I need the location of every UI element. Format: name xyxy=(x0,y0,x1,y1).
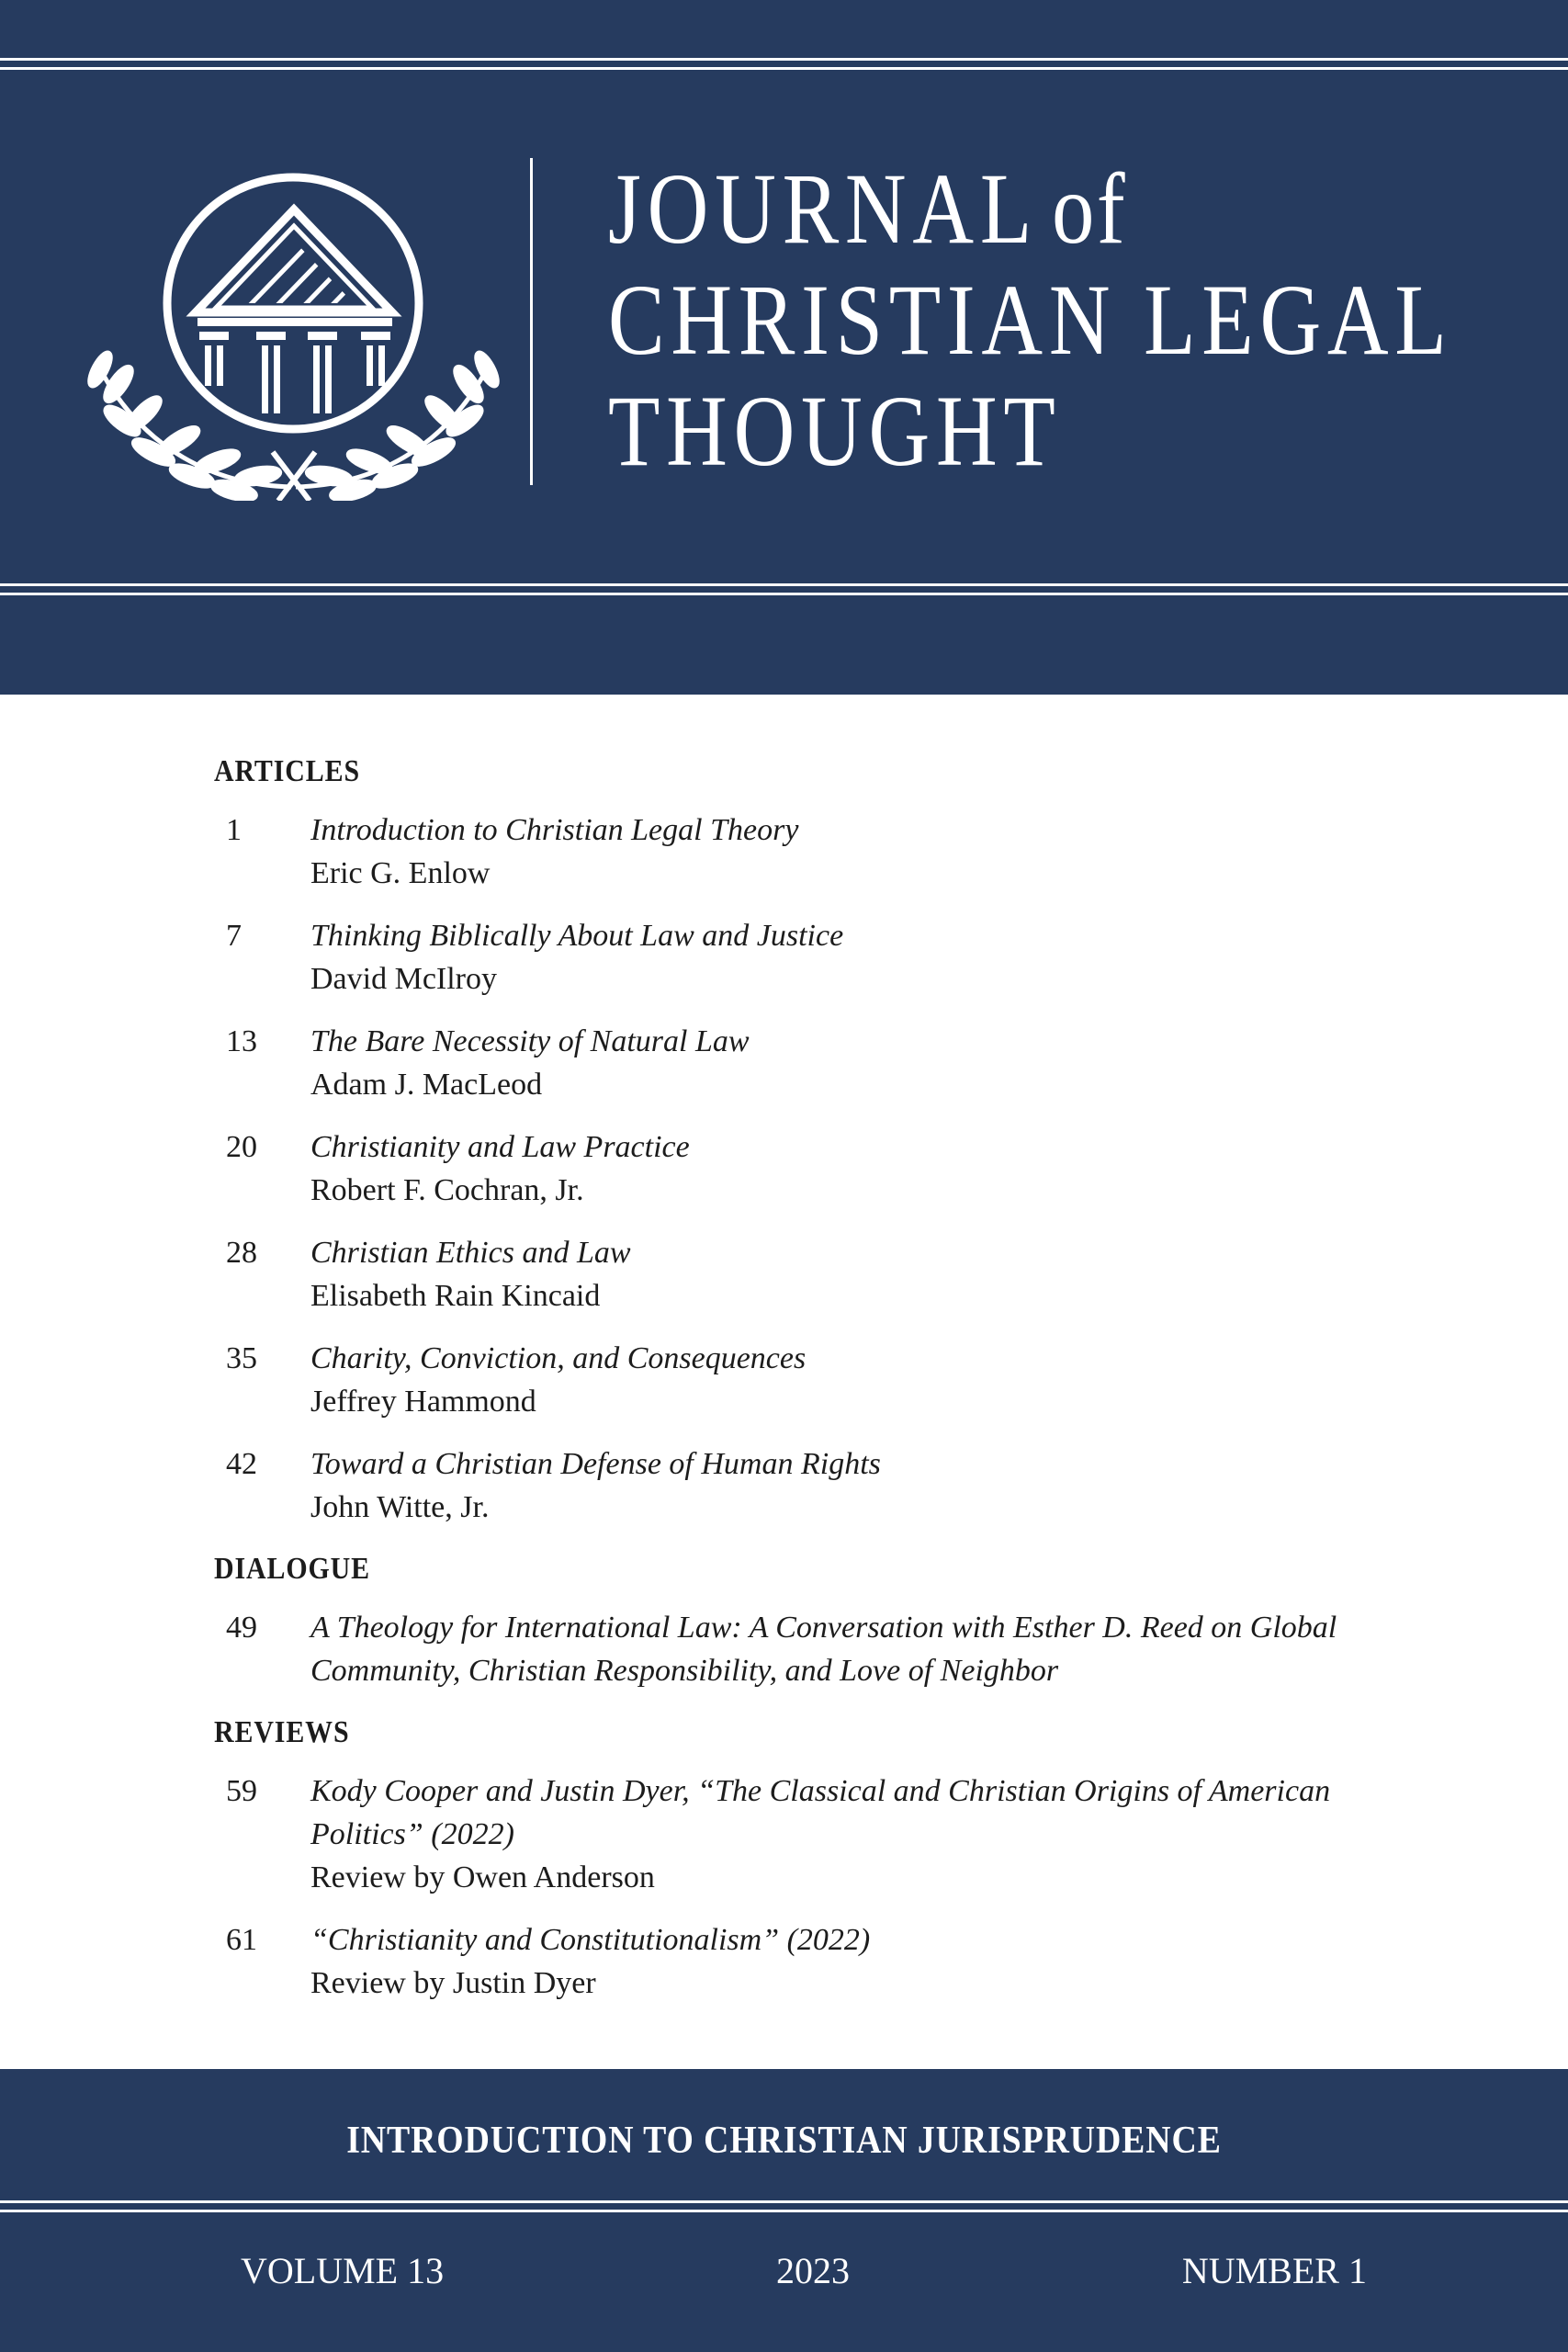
banner-double-rule xyxy=(0,2200,1568,2212)
page-number: 13 xyxy=(226,1024,257,1058)
toc-entry xyxy=(214,1918,1568,2005)
entry-author: John Witte, Jr. xyxy=(310,1490,490,1524)
entry-text xyxy=(310,1125,1468,1212)
toc-entry xyxy=(214,1606,1568,1692)
page-number: 42 xyxy=(226,1447,257,1481)
toc-entry xyxy=(214,1337,1568,1423)
toc-entry xyxy=(214,808,1568,895)
entry-title: Christian Ethics and Law xyxy=(310,1236,631,1270)
section-heading: DIALOGUE xyxy=(214,1552,370,1586)
rule-line xyxy=(0,2210,1568,2212)
issue-theme-title: INTRODUCTION TO CHRISTIAN JURISPRUDENCE xyxy=(346,2120,1222,2162)
toc-entry xyxy=(214,914,1568,1001)
masthead-divider xyxy=(530,158,533,485)
toc-section-dialogue xyxy=(214,1551,1568,1692)
entry-text xyxy=(310,1020,1468,1106)
toc-section-articles xyxy=(214,753,1568,1529)
journal-title-line3: THOUGHT xyxy=(608,375,1062,487)
toc-entry xyxy=(214,1231,1568,1317)
entry-title: “Christianity and Constitutionalism” (2022) xyxy=(310,1923,871,1957)
rule-line xyxy=(0,583,1568,586)
temple-icon xyxy=(196,209,446,413)
page-number: 49 xyxy=(226,1611,257,1645)
entry-author: David McIlroy xyxy=(310,962,498,996)
entry-title: Kody Cooper and Justin Dyer, “The Classical and Christian Origins of American xyxy=(310,1774,1331,1808)
entry-text xyxy=(310,1770,1468,1899)
page-number: 28 xyxy=(226,1236,257,1270)
entry-text xyxy=(310,1606,1468,1692)
entry-text xyxy=(310,914,1468,1001)
toc-entry xyxy=(214,1125,1568,1212)
year-label: 2023 xyxy=(775,2250,850,2291)
entry-author: Adam J. MacLeod xyxy=(310,1068,543,1102)
page-number: 61 xyxy=(226,1923,257,1957)
masthead xyxy=(0,0,1568,695)
entry-author: Elisabeth Rain Kincaid xyxy=(310,1279,601,1313)
page-number: 20 xyxy=(226,1130,257,1164)
entry-author: Review by Justin Dyer xyxy=(310,1966,596,2000)
rule-line xyxy=(0,2200,1568,2203)
entry-title: Politics” (2022) xyxy=(310,1817,514,1851)
entry-author: Jeffrey Hammond xyxy=(310,1385,536,1419)
issue-info-row xyxy=(241,2249,1367,2293)
entry-title: Community, Christian Responsibility, and Love of Neighbor xyxy=(310,1654,1059,1688)
number-label: NUMBER 1 xyxy=(1181,2250,1367,2291)
entry-text xyxy=(310,1231,1468,1317)
entry-title: Introduction to Christian Legal Theory xyxy=(310,813,799,847)
toc-section-reviews xyxy=(214,1714,1568,2005)
entry-title: Toward a Christian Defense of Human Rights xyxy=(310,1447,881,1481)
rule-line xyxy=(0,58,1568,61)
masthead-bottom-double-rule xyxy=(0,583,1568,595)
journal-title-word: JOURNAL xyxy=(608,153,1038,265)
entry-author: Robert F. Cochran, Jr. xyxy=(310,1173,584,1207)
entry-title: The Bare Necessity of Natural Law xyxy=(310,1024,750,1058)
section-heading: REVIEWS xyxy=(214,1715,350,1749)
volume-label: VOLUME 13 xyxy=(241,2250,445,2291)
page-number: 1 xyxy=(226,813,242,847)
entry-title: Christianity and Law Practice xyxy=(310,1130,690,1164)
entry-text xyxy=(310,1337,1468,1423)
journal-title-of: of xyxy=(1052,153,1128,265)
entry-title: A Theology for International Law: A Conversation with Esther D. Reed on Global xyxy=(310,1611,1337,1645)
journal-logo xyxy=(78,138,514,501)
journal-title xyxy=(608,153,1452,487)
entry-title: Charity, Conviction, and Consequences xyxy=(310,1341,807,1375)
toc-entry xyxy=(214,1020,1568,1106)
cover-banner xyxy=(0,2069,1568,2352)
entry-title: Thinking Biblically About Law and Justice xyxy=(310,919,844,953)
rule-line xyxy=(0,67,1568,70)
entry-text xyxy=(310,1442,1468,1529)
journal-title-line1 xyxy=(608,153,1452,265)
page-number: 59 xyxy=(226,1774,257,1808)
top-double-rule xyxy=(0,58,1568,70)
temple-laurel-icon xyxy=(78,138,514,501)
rule-line xyxy=(0,593,1568,595)
journal-title-line2: CHRISTIAN LEGAL xyxy=(608,264,1453,376)
page-number: 35 xyxy=(226,1341,257,1375)
entry-text xyxy=(310,808,1468,895)
entry-author: Eric G. Enlow xyxy=(310,856,491,890)
section-heading: ARTICLES xyxy=(214,754,360,788)
toc-entry xyxy=(214,1442,1568,1529)
page-number: 7 xyxy=(226,919,242,953)
toc-entry xyxy=(214,1770,1568,1899)
table-of-contents xyxy=(0,695,1568,2069)
entry-text xyxy=(310,1918,1468,2005)
entry-author: Review by Owen Anderson xyxy=(310,1860,655,1894)
